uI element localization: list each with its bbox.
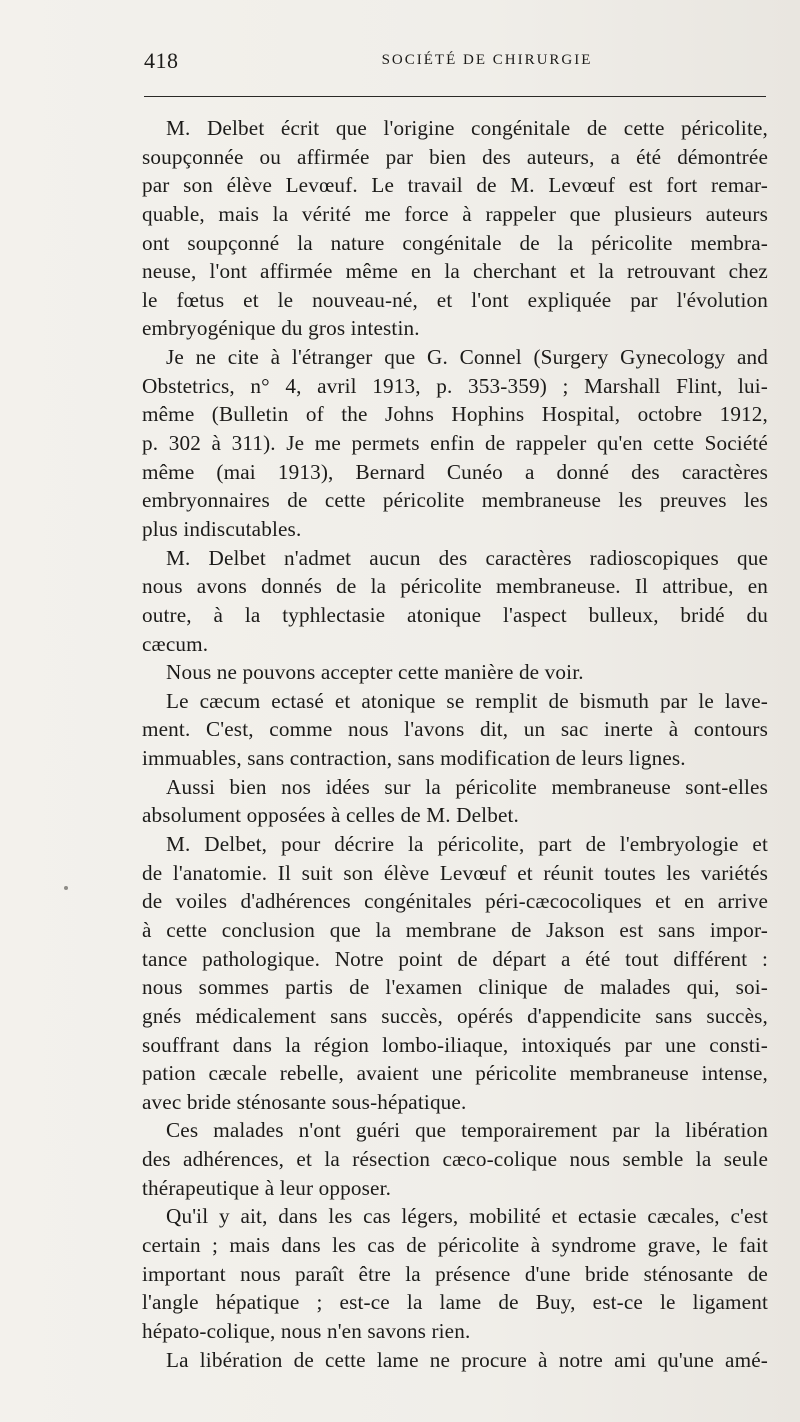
text-line: soupçonnée ou affirmée par bien des auteurs, a été démontrée [142,144,768,169]
text-line: le fœtus et le nouveau-né, et l'ont expliquée par l'évolution [142,287,768,312]
text-line: ont soupçonné la nature congénitale de la péricolite membra- [142,230,768,255]
text-line: hépato-colique, nous n'en savons rien. [142,1318,471,1343]
text-line: cæcum. [142,631,209,656]
text-line: plus indiscutables. [142,516,302,541]
body-text [142,114,768,1374]
text-line: thérapeutique à leur opposer. [142,1175,392,1200]
text-line: même (Bulletin of the Johns Hophins Hospital, octobre 1912, [142,402,768,427]
text-line: Qu'il y ait, dans les cas légers, mobilité et ectasie cæcales, c'est [166,1204,768,1229]
text-line: des adhérences, et la résection cæco-colique nous semble la seule [142,1147,768,1172]
text-line: embryogénique du gros intestin. [142,316,420,341]
text-line: M. Delbet n'admet aucun des caractères radioscopiques que [166,545,768,570]
text-line: souffrant dans la région lombo-iliaque, intoxiqués par une consti- [142,1032,768,1057]
header-rule [144,96,766,97]
text-line: de voiles d'adhérences congénitales péri-cæcocoliques et en arrive [142,889,768,914]
text-line: neuse, l'ont affirmée même en la cherchant et la retrouvant chez [142,259,768,284]
text-line: Obstetrics, n° 4, avril 1913, p. 353-359) ; Marshall Flint, lui- [142,373,768,398]
text-line: gnés médicalement sans succès, opérés d'appendicite sans succès, [142,1003,768,1028]
text-line: à cette conclusion que la membrane de Jakson est sans impor- [142,917,768,942]
text-line: M. Delbet, pour décrire la péricolite, part de l'embryologie et [166,832,768,857]
page-header [144,48,770,78]
text-line: l'angle hépatique ; est-ce la lame de Buy, est-ce le ligament [142,1290,768,1315]
text-line: Le cæcum ectasé et atonique se remplit de bismuth par le lave- [166,688,768,713]
text-line: de l'anatomie. Il suit son élève Levœuf et réunit toutes les variétés [142,860,768,885]
text-line: certain ; mais dans les cas de péricolite à syndrome grave, le fait [142,1232,768,1257]
text-line: Je ne cite à l'étranger que G. Connel (Surgery Gynecology and [166,345,768,370]
text-line: outre, à la typhlectasie atonique l'aspect bulleux, bridé du [142,602,768,627]
running-title: SOCIÉTÉ DE CHIRURGIE [381,52,593,68]
text-line: La libération de cette lame ne procure à notre ami qu'une amé- [166,1347,768,1372]
text-line: même (mai 1913), Bernard Cunéo a donné des caractères [142,459,768,484]
page-number: 418 [144,48,179,73]
paper-speck [64,886,68,890]
text-line: nous avons donnés de la péricolite membraneuse. Il attribue, en [142,574,768,599]
text-line: immuables, sans contraction, sans modification de leurs lignes. [142,746,686,771]
text-line: Nous ne pouvons accepter cette manière de voir. [166,660,584,685]
text-line: M. Delbet écrit que l'origine congénitale de cette péricolite, [166,116,768,140]
text-line: avec bride sténosante sous-hépatique. [142,1089,467,1114]
text-line: embryonnaires de cette péricolite membraneuse les preuves les [142,488,768,513]
text-line: important nous paraît être la présence d'une bride sténosante de [142,1261,768,1286]
text-line: tance pathologique. Notre point de départ a été tout différent : [142,946,768,971]
text-line: absolument opposées à celles de M. Delbet. [142,803,519,828]
text-line: nous sommes partis de l'examen clinique de malades qui, soi- [142,975,768,1000]
text-line: pation cæcale rebelle, avaient une péricolite membraneuse intense, [142,1061,768,1086]
text-line: Aussi bien nos idées sur la péricolite membraneuse sont-elles [166,774,768,799]
text-line: quable, mais la vérité me force à rappeler que plusieurs auteurs [142,201,768,226]
text-line: ment. C'est, comme nous l'avons dit, un sac inerte à contours [142,717,768,742]
text-line: par son élève Levœuf. Le travail de M. Levœuf est fort remar- [142,173,768,198]
text-line: p. 302 à 311). Je me permets enfin de rappeler qu'en cette Société [142,431,768,456]
text-line: Ces malades n'ont guéri que temporairement par la libération [166,1118,768,1143]
